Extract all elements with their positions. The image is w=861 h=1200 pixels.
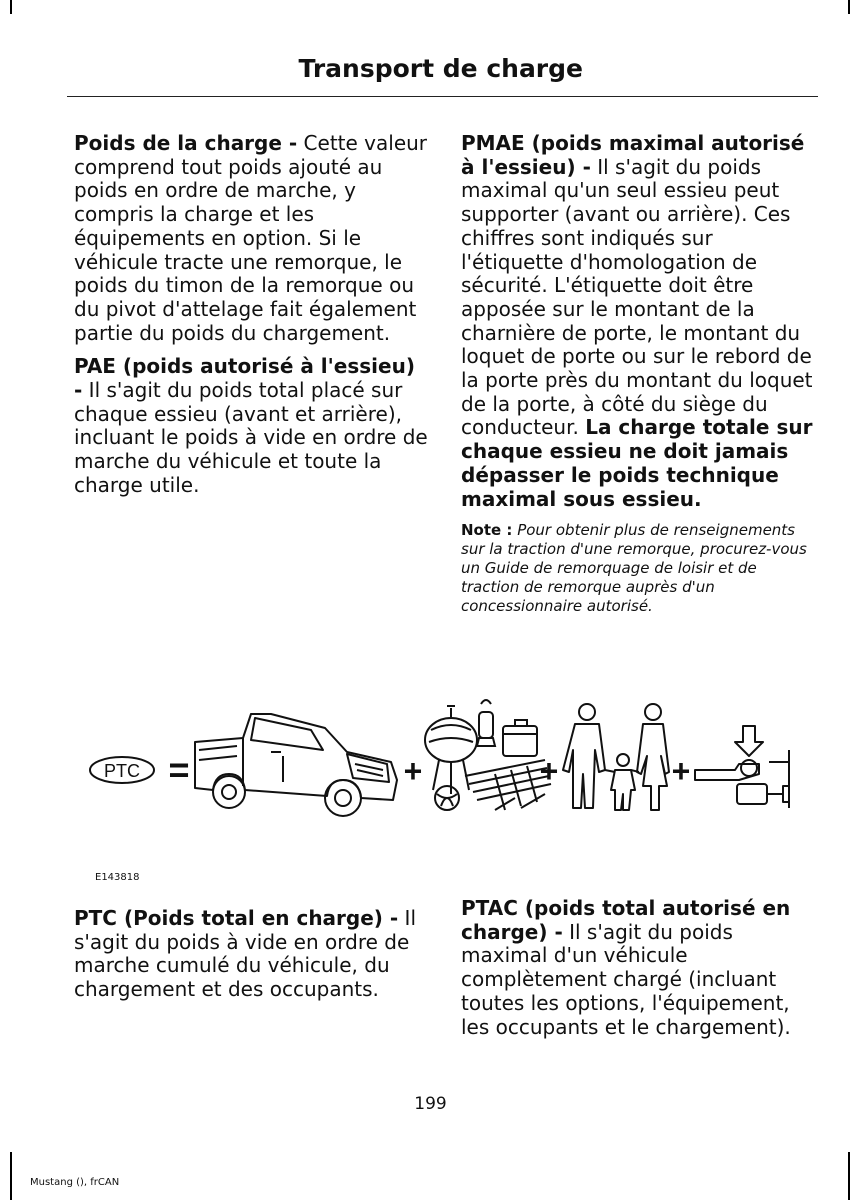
left-column: [74, 132, 428, 508]
crop-mark-top-left: [10, 0, 12, 14]
warning-axle-load: La charge totale sur chaque essieu ne doit jamais dépasser le poids technique maximal sous essieu.: [461, 415, 813, 511]
ptc-oval-label: PTC: [104, 761, 140, 781]
definition-load-weight: Cette valeur comprend tout poids ajouté au poids en ordre de marche, y compris la charge et les équipements en option. Si le véhicule tracte une remorque, le poids du timon de la remorque ou du pivot d'attelage fait également partie du poids du chargement.: [74, 131, 428, 345]
definition-pmae: Il s'agit du poids maximal qu'un seul essieu peut supporter (avant ou arrière). Ces chiffres sont indiqués sur l'étiquette d'homologation de sécurité. L'étiquette doit être apposée sur le montant de la charnière de porte, le montant du loquet de porte ou sur le rebord de la porte près du montant du loquet de la porte, à côté du siège du conducteur.: [461, 154, 813, 440]
page-title: Transport de charge: [298, 54, 583, 83]
ptc-oval: [90, 757, 154, 783]
header-divider: [67, 96, 818, 97]
bottom-left-column: [74, 907, 428, 1012]
definition-ptc: Il s'agit du poids à vide en ordre de marche cumulé du véhicule, du chargement et des occupants.: [74, 906, 417, 1002]
footer-text: Mustang (), frCAN: [30, 1177, 120, 1188]
term-pmae: PMAE (poids maximal autorisé à l'essieu) -: [461, 131, 805, 179]
term-ptac: PTAC (poids total autorisé en charge) -: [461, 896, 791, 944]
ptc-illustration: [75, 690, 795, 850]
plus-sign-1: +: [403, 753, 423, 789]
pickup-truck-icon: [195, 714, 397, 816]
crop-mark-bottom-right: [848, 1152, 850, 1200]
plus-sign-3: +: [671, 753, 691, 789]
paragraph-pmae: [461, 132, 815, 511]
paragraph-ptc: [74, 907, 428, 1002]
note-label: Note :: [461, 521, 513, 540]
paragraph-load-weight: [74, 132, 428, 345]
right-column: [461, 132, 815, 626]
hitch-weight-icon: [695, 726, 789, 808]
term-load-weight: Poids de la charge -: [74, 131, 298, 155]
figure-code: E143818: [95, 872, 140, 883]
ptc-diagram: [75, 690, 795, 850]
note-text: Pour obtenir plus de renseignements sur la traction d'une remorque, procurez-vous un Guide de remorquage de loisir et de traction de remorque auprès d'un concessionnaire autorisé.: [461, 521, 807, 616]
plus-sign-2: +: [539, 753, 559, 789]
equals-sign: =: [168, 749, 190, 790]
cargo-items-icon: [425, 700, 551, 810]
definition-ptac: Il s'agit du poids maximal d'un véhicule complètement chargé (incluant toutes les options, l'équipement, les occupants et le chargement).: [461, 919, 791, 1039]
definition-pae: Il s'agit du poids total placé sur chaque essieu (avant et arrière), incluant le poids à vide en ordre de marche du véhicule et toute la charge utile.: [74, 378, 428, 497]
term-pae: PAE (poids autorisé à l'essieu) -: [74, 354, 415, 403]
occupants-icon: [563, 704, 669, 810]
paragraph-ptac: [461, 897, 815, 1039]
crop-mark-bottom-left: [10, 1152, 12, 1200]
crop-mark-top-right: [848, 0, 850, 14]
paragraph-pae: [74, 355, 428, 497]
term-ptc: PTC (Poids total en charge) -: [74, 906, 399, 930]
bottom-right-column: [461, 897, 815, 1049]
page-number: 199: [414, 1094, 447, 1114]
note: [461, 521, 815, 616]
